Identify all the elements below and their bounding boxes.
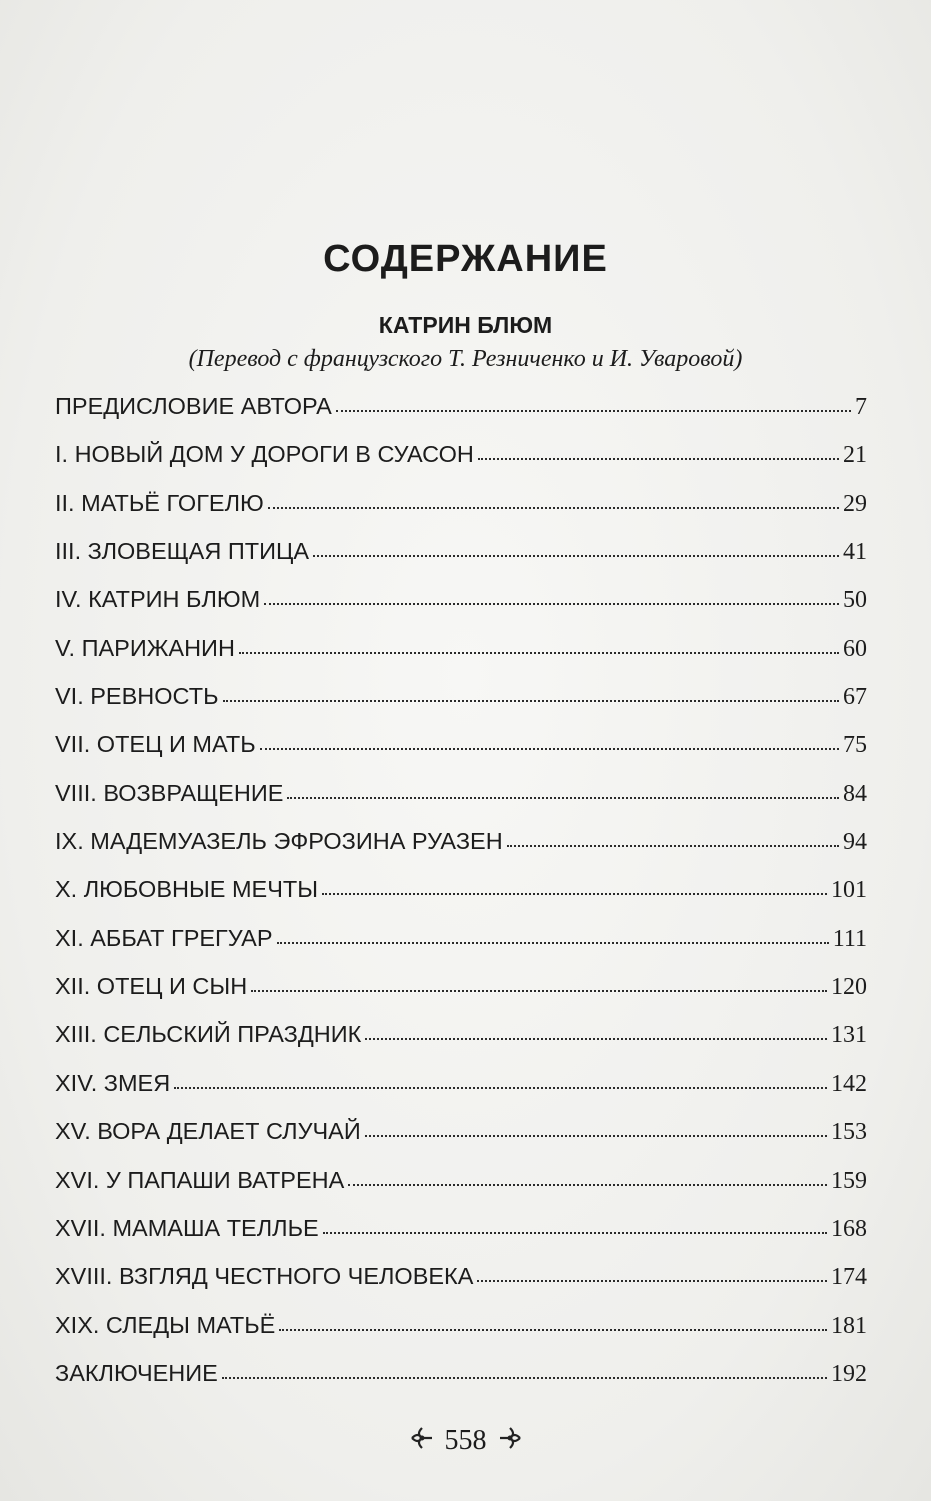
toc-entry xyxy=(55,1215,867,1263)
toc-entry-label: XVI. У ПАПАШИ ВАТРЕНА xyxy=(55,1166,345,1193)
toc-entry xyxy=(55,1360,867,1408)
dot-leader xyxy=(287,797,839,799)
toc-entry-page: 111 xyxy=(832,925,867,952)
dot-leader xyxy=(478,458,839,460)
dot-leader xyxy=(279,1329,827,1331)
toc-entry xyxy=(55,393,867,441)
dot-leader xyxy=(507,845,839,847)
toc-entry-label: ЗАКЛЮЧЕНИЕ xyxy=(55,1359,218,1386)
toc-entry-page: 75 xyxy=(843,732,867,759)
toc-entry-page: 120 xyxy=(831,974,867,1001)
toc-entry-label: XIV. ЗМЕЯ xyxy=(55,1069,171,1096)
toc-entry xyxy=(55,586,867,634)
toc-entry xyxy=(55,828,867,876)
toc-entry-page: 7 xyxy=(855,394,867,420)
toc-entry-page: 101 xyxy=(831,877,867,904)
dot-leader xyxy=(239,652,839,654)
dot-leader xyxy=(313,555,839,557)
toc-entry-label: III. ЗЛОВЕЩАЯ ПТИЦА xyxy=(55,538,310,565)
fleuron-right-icon xyxy=(497,1425,523,1457)
toc-entry xyxy=(55,925,867,973)
toc-entry-label: V. ПАРИЖАНИН xyxy=(55,634,235,661)
toc-entry xyxy=(55,635,867,683)
toc-entry-label: XI. АББАТ ГРЕГУАР xyxy=(55,924,273,951)
dot-leader xyxy=(260,748,839,750)
toc-entry xyxy=(55,1263,867,1311)
toc-entry xyxy=(55,780,867,828)
toc-entry-label: II. МАТЬЁ ГОГЕЛЮ xyxy=(55,489,264,516)
translator-note: (Перевод с французского Т. Резниченко и И. Уваровой) xyxy=(188,346,743,372)
dot-leader xyxy=(268,507,839,509)
dot-leader xyxy=(251,990,827,992)
page-title: СОДЕРЖАНИЕ xyxy=(323,238,608,280)
toc-entry-label: XV. ВОРА ДЕЛАЕТ СЛУЧАЙ xyxy=(55,1118,361,1145)
dot-leader xyxy=(477,1280,827,1282)
toc-entry-label: I. НОВЫЙ ДОМ У ДОРОГИ В СУАСОН xyxy=(55,441,474,468)
toc-entry-page: 153 xyxy=(831,1119,867,1146)
toc-entry xyxy=(55,441,867,489)
toc-entry-page: 181 xyxy=(831,1312,867,1339)
page-footer xyxy=(0,1425,931,1457)
dot-leader xyxy=(348,1184,827,1186)
toc-entry-page: 131 xyxy=(831,1022,867,1049)
toc-entry-label: VII. ОТЕЦ И МАТЬ xyxy=(55,731,256,758)
toc-entry-label: XIII. СЕЛЬСКИЙ ПРАЗДНИК xyxy=(55,1021,362,1048)
toc-entry xyxy=(55,1312,867,1360)
toc-entry-page: 29 xyxy=(843,490,867,517)
toc-entry xyxy=(55,538,867,586)
toc-entry-page: 174 xyxy=(831,1264,867,1291)
toc-entry xyxy=(55,876,867,924)
dot-leader xyxy=(277,942,829,944)
dot-leader xyxy=(365,1135,827,1137)
toc-entry-label: XIX. СЛЕДЫ МАТЬЁ xyxy=(55,1311,276,1338)
toc-entry-label: XII. ОТЕЦ И СЫН xyxy=(55,973,248,1000)
dot-leader xyxy=(223,700,839,702)
toc-entry xyxy=(55,1167,867,1215)
dot-leader xyxy=(336,410,851,412)
toc-entry-label: VIII. ВОЗВРАЩЕНИЕ xyxy=(55,779,284,806)
page-number: 558 xyxy=(444,1425,487,1456)
toc-entry-page: 159 xyxy=(831,1167,867,1194)
toc-entry xyxy=(55,490,867,538)
toc-entry-page: 94 xyxy=(843,829,867,856)
toc-entry-label: ПРЕДИСЛОВИЕ АВТОРА xyxy=(55,393,332,419)
toc-entry xyxy=(55,731,867,779)
section-title: КАТРИН БЛЮМ xyxy=(378,312,553,338)
dot-leader xyxy=(322,893,827,895)
toc-entry-label: X. ЛЮБОВНЫЕ МЕЧТЫ xyxy=(55,876,319,903)
toc-entry-page: 67 xyxy=(843,684,867,711)
toc-entry xyxy=(55,1118,867,1166)
toc-entry xyxy=(55,973,867,1021)
toc-entry xyxy=(55,1070,867,1118)
dot-leader xyxy=(264,603,839,605)
toc-entry-page: 142 xyxy=(831,1070,867,1097)
toc-entry-page: 21 xyxy=(843,442,867,469)
toc-entry-label: XVII. МАМАША ТЕЛЛЬЕ xyxy=(55,1214,319,1241)
toc-entry-label: VI. РЕВНОСТЬ xyxy=(55,683,219,710)
toc-entry-page: 84 xyxy=(843,780,867,807)
toc-entry-page: 50 xyxy=(843,587,867,614)
dot-leader xyxy=(174,1087,827,1089)
toc-entry-label: IX. МАДЕМУАЗЕЛЬ ЭФРОЗИНА РУАЗЕН xyxy=(55,828,503,855)
toc-entry-page: 192 xyxy=(831,1360,867,1387)
table-of-contents xyxy=(55,393,867,1408)
toc-entry-label: IV. КАТРИН БЛЮМ xyxy=(55,586,261,613)
dot-leader xyxy=(222,1377,827,1379)
toc-entry xyxy=(55,683,867,731)
dot-leader xyxy=(323,1232,827,1234)
toc-entry-label: XVIII. ВЗГЛЯД ЧЕСТНОГО ЧЕЛОВЕКА xyxy=(55,1263,474,1290)
toc-entry xyxy=(55,1021,867,1069)
toc-entry-page: 168 xyxy=(831,1215,867,1242)
fleuron-left-icon xyxy=(409,1425,435,1457)
toc-entry-page: 41 xyxy=(843,539,867,566)
toc-entry-page: 60 xyxy=(843,635,867,662)
dot-leader xyxy=(365,1038,827,1040)
